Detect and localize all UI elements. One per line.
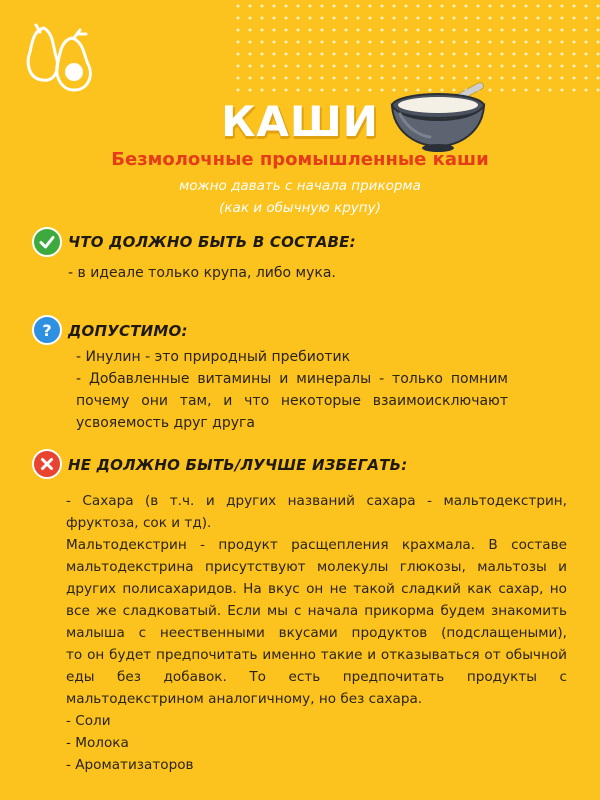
list-item: - Инулин - это природный пребиотик xyxy=(76,349,351,365)
paragraph-line: мальтодекстрином аналогичному, но без сахара. xyxy=(66,691,423,707)
paragraph-line: других полисахаридов. На вкус он не такой сладкий как сахар, но xyxy=(66,581,567,597)
page-subtitle: Безмолочные промышленные каши xyxy=(111,149,489,170)
paragraph-line: еды без добавок. То есть предпочитать продукты с xyxy=(66,669,567,685)
section-body-required xyxy=(68,262,548,284)
list-item: - в идеале только крупа, либо мука. xyxy=(68,265,336,281)
check-icon xyxy=(32,227,62,257)
list-item: почему они там, и что некоторые взаимоисключают xyxy=(76,393,508,409)
close-icon xyxy=(32,449,62,479)
list-item: - Соли xyxy=(66,713,111,729)
section-heading-required: ЧТО ДОЛЖНО БЫТЬ В СОСТАВЕ: xyxy=(68,233,356,251)
section-body-allowed xyxy=(76,346,508,434)
section-heading-allowed: ДОПУСТИМО: xyxy=(68,322,188,340)
list-item: - Молока xyxy=(66,735,129,751)
page-title: КАШИ xyxy=(221,97,379,146)
svg-text:?: ? xyxy=(42,321,52,340)
list-item: - Добавленные витамины и минералы - только помним xyxy=(76,371,508,387)
paragraph-line: малыша с неественными вкусами продуктов (подслащеными), xyxy=(66,625,567,641)
list-item: усвояемость друг друга xyxy=(76,415,255,431)
paragraph-line: то он будет предпочитать именно такие и отказываться от обычной xyxy=(66,647,567,663)
paragraph-line: Мальтодекстрин - продукт расщепления крахмала. В составе xyxy=(66,537,567,553)
section-heading-avoid: НЕ ДОЛЖНО БЫТЬ/ЛУЧШЕ ИЗБЕГАТЬ: xyxy=(68,456,408,474)
list-item: фруктоза, сок и тд). xyxy=(66,515,212,531)
paragraph-line: все же сладковатый. Если мы с начала прикорма будем знакомить xyxy=(66,603,567,619)
subline-note: (как и обычную крупу) xyxy=(219,200,381,216)
list-item: - Ароматизаторов xyxy=(66,757,194,773)
question-icon xyxy=(32,315,62,345)
section-body-avoid xyxy=(66,490,567,776)
paragraph-line: мальтодекстрина присутствуют молекулы глюкозы, мальтозы и xyxy=(66,559,567,575)
subline-start: можно давать с начала прикорма xyxy=(179,178,421,194)
list-item: - Сахара (в т.ч. и других названий сахара - мальтодекстрин, xyxy=(66,493,567,509)
avocado-icon xyxy=(22,22,100,94)
dot-pattern xyxy=(232,0,600,92)
